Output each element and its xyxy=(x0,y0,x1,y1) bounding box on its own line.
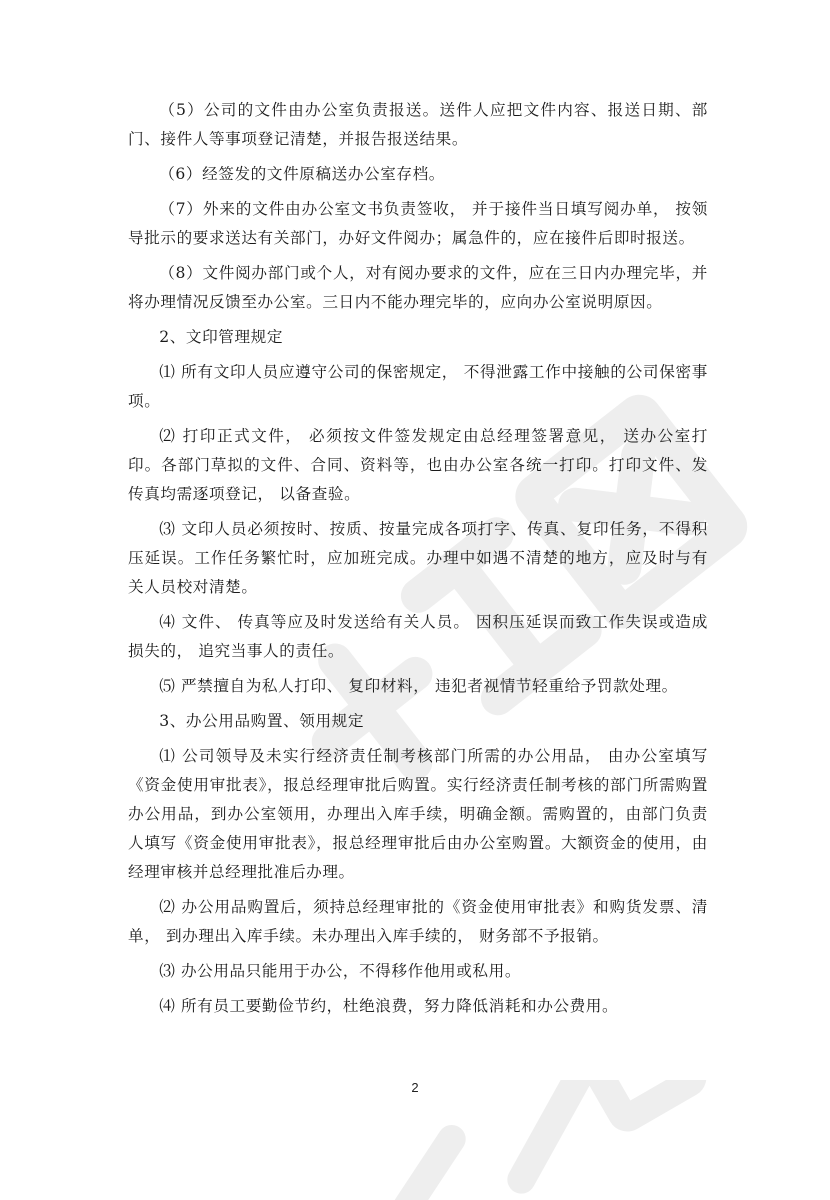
paragraph: ⑸ 严禁擅自为私人打印、 复印材料， 违犯者视情节轻重给予罚款处理。 xyxy=(159,677,678,695)
paragraph: （7）外来的文件由办公室文书负责签收， 并于接件当日填写阅办单， 按领导批示的要求送达有关部门，办好文件阅办；属急件的，应在接件后即时报送。 xyxy=(128,200,708,247)
paragraph: ⑷ 所有员工要勤俭节约，杜绝浪费，努力降低消耗和办公费用。 xyxy=(159,997,619,1015)
paragraph: （5）公司的文件由办公室负责报送。送件人应把文件内容、报送日期、部门、接件人等事项登记清楚，并报告报送结果。 xyxy=(128,101,708,148)
paragraph: ⑵ 办公用品购置后，须持总经理审批的《资金使用审批表》和购货发票、清单， 到办理出入库手续。未办理出入库手续的， 财务部不予报销。 xyxy=(128,898,708,945)
section-heading: 3、办公用品购置、领用规定 xyxy=(159,712,365,730)
document-body xyxy=(128,96,708,1027)
paragraph: ⑶ 文印人员必须按时、按质、按量完成各项打字、传真、复印任务，不得积压延误。工作任务繁忙时，应加班完成。办理中如遇不清楚的地方，应及时与有关人员校对清楚。 xyxy=(128,520,708,596)
paragraph: ⑴ 所有文印人员应遵守公司的保密规定， 不得泄露工作中接触的公司保密事项。 xyxy=(128,363,708,410)
section-heading: 2、文印管理规定 xyxy=(159,328,284,346)
page-number: 2 xyxy=(411,1080,419,1095)
watermark-fragment xyxy=(300,1080,720,1200)
paragraph: ⑴ 公司领导及未实行经济责任制考核部门所需的办公用品， 由办公室填写《资金使用审批表》，报总经理审批后购置。实行经济责任制考核的部门所需购置办公用品，到办公室领用，办理出入库手续，明确金额。需购置的，由部门负责人填写《资金使用审批表》，报总经理审批后由办公室购置。大额资金的使用，由经理审核并总经理批准后办理。 xyxy=(128,747,708,881)
paragraph: ⑷ 文件、 传真等应及时发送给有关人员。 因积压延误而致工作失误或造成损失的， 追究当事人的责任。 xyxy=(128,613,708,660)
paragraph: ⑵ 打印正式文件， 必须按文件签发规定由总经理签署意见， 送办公室打印。各部门草拟的文件、合同、资料等，也由办公室各统一打印。打印文件、发传真均需逐项登记， 以备查验。 xyxy=(128,427,708,503)
paragraph: ⑶ 办公用品只能用于办公，不得移作他用或私用。 xyxy=(159,962,522,980)
paragraph: （8）文件阅办部门或个人，对有阅办要求的文件，应在三日内办理完毕，并将办理情况反馈至办公室。三日内不能办理完毕的，应向办公室说明原因。 xyxy=(128,264,708,311)
paragraph: （6）经签发的文件原稿送办公室存档。 xyxy=(159,165,446,183)
